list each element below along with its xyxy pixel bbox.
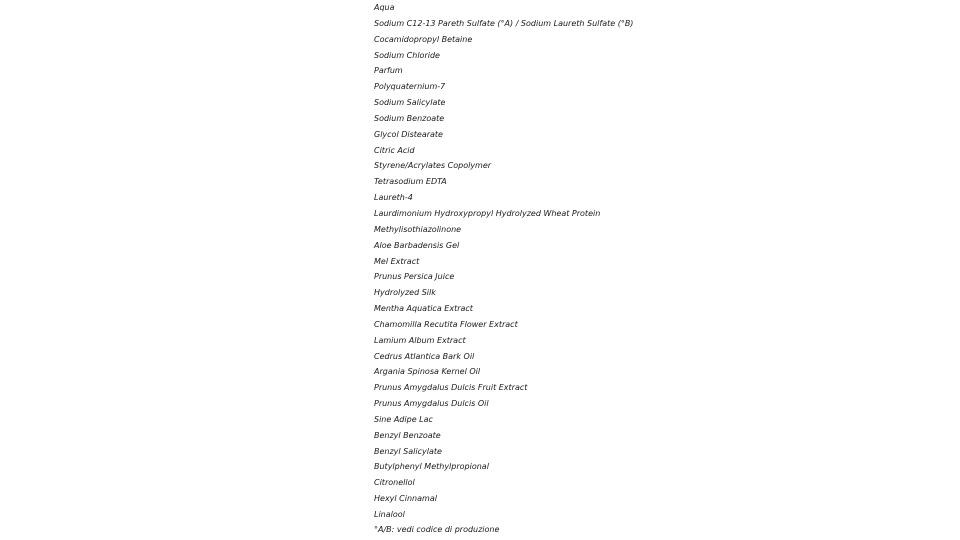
ingredient-item: Parfum	[374, 66, 403, 76]
ingredient-item: Methylisothiazolinone	[374, 224, 462, 234]
ingredient-item: Argania Spinosa Kernel Oil	[374, 367, 481, 377]
ingredient-item: Polyquaternium-7	[374, 82, 446, 92]
ingredient-item: Laureth-4	[374, 193, 413, 203]
ingredient-item: Glycol Distearate	[374, 129, 443, 139]
ingredient-item: Sodium Benzoate	[374, 113, 445, 123]
ingredient-item: Benzyl Salicylate	[374, 446, 442, 456]
ingredient-item: Laurdimonium Hydroxypropyl Hydrolyzed Wheat Protein	[374, 208, 601, 218]
ingredient-item: Citronellol	[374, 478, 415, 488]
ingredient-list	[374, 0, 633, 523]
ingredient-item: Citric Acid	[374, 145, 415, 155]
production-code-footnote: °A/B: vedi codice di produzione	[374, 525, 500, 534]
ingredient-item: Butylphenyl Methylpropional	[374, 462, 489, 472]
ingredient-item: Mel Extract	[374, 256, 420, 266]
ingredient-item: Cocamidopropyl Betaine	[374, 34, 473, 44]
ingredient-item: Prunus Amygdalus Dulcis Oil	[374, 399, 489, 409]
ingredient-item: Lamium Album Extract	[374, 335, 466, 345]
ingredient-item: Tetrasodium EDTA	[374, 177, 447, 187]
ingredient-item: Chamomilla Recutita Flower Extract	[374, 319, 518, 329]
ingredient-item: Mentha Aquatica Extract	[374, 304, 473, 314]
ingredient-item: Styrene/Acrylates Copolymer	[374, 161, 492, 171]
ingredient-item: Hexyl Cinnamal	[374, 494, 437, 504]
ingredient-item: Linalool	[374, 510, 405, 519]
ingredient-item: Aloe Barbadensis Gel	[374, 240, 460, 250]
ingredient-item: Sodium Salicylate	[374, 98, 446, 108]
ingredient-item: Aqua	[374, 3, 395, 12]
ingredient-item: Cedrus Atlantica Bark Oil	[374, 351, 475, 361]
ingredient-item: Hydrolyzed Silk	[374, 288, 436, 298]
ingredient-item: Sodium Chloride	[374, 50, 440, 60]
ingredient-item: Prunus Persica Juice	[374, 272, 455, 282]
ingredient-item: Sine Adipe Lac	[374, 414, 433, 424]
ingredient-item: Sodium C12-13 Pareth Sulfate (°A) / Sodium Laureth Sulfate (°B)	[374, 18, 634, 28]
ingredient-item: Benzyl Benzoate	[374, 430, 441, 440]
ingredient-item: Prunus Amygdalus Dulcis Fruit Extract	[374, 383, 528, 393]
